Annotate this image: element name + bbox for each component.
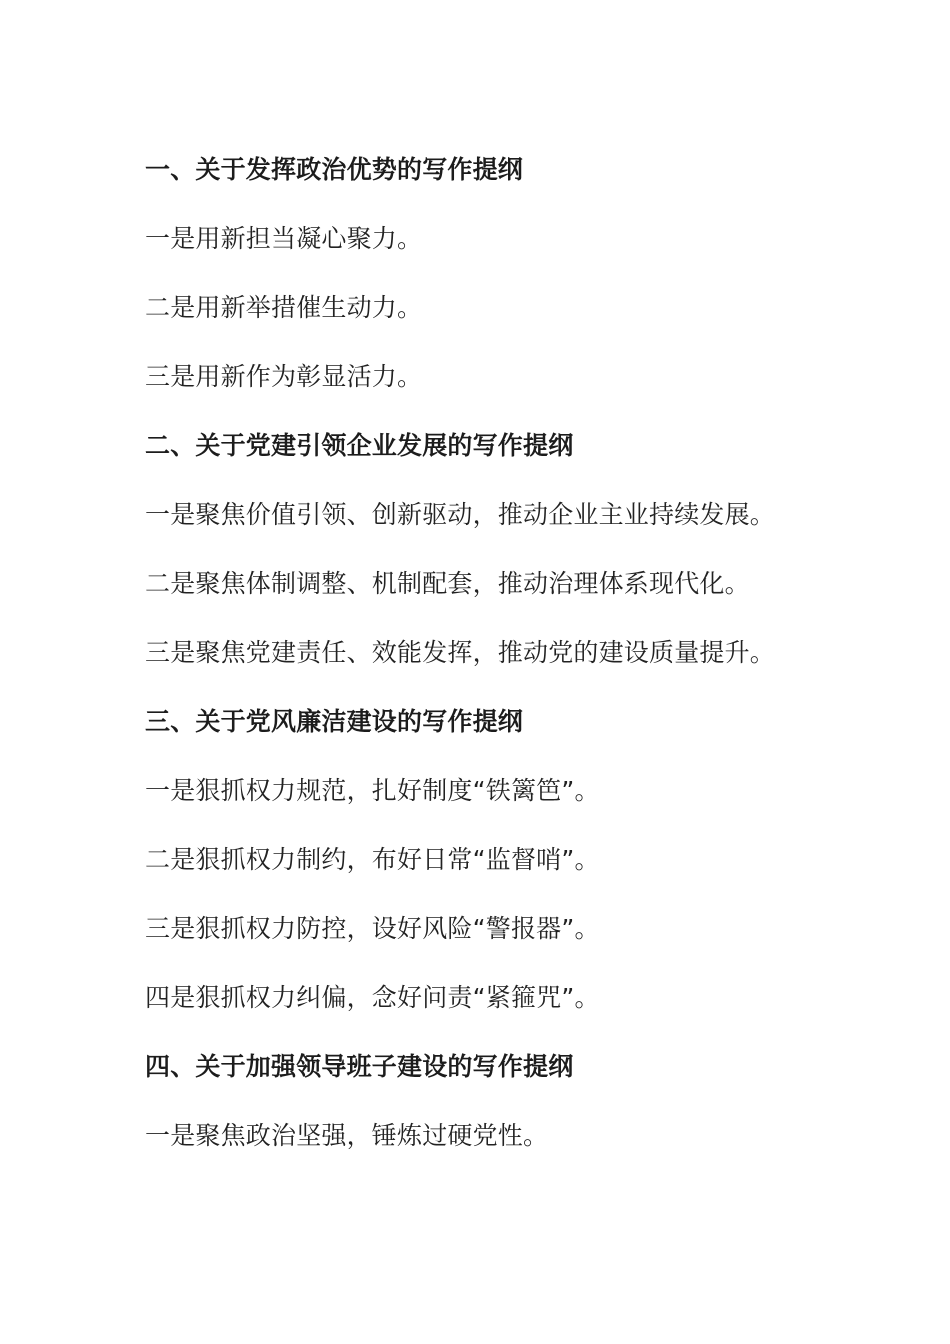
section-heading: 四、关于加强领导班子建设的写作提纲: [145, 1052, 574, 1081]
section-heading: 一、关于发挥政治优势的写作提纲: [145, 155, 524, 184]
list-item: 一是聚焦价值引领、创新驱动，推动企业主业持续发展。: [145, 500, 776, 529]
section-heading: 三、关于党风廉洁建设的写作提纲: [145, 707, 524, 736]
list-item: 一是聚焦政治坚强，锤炼过硬党性。: [145, 1121, 549, 1150]
list-item: 二是狠抓权力制约，布好日常“监督哨”。: [145, 845, 600, 874]
section-heading: 二、关于党建引领企业发展的写作提纲: [145, 431, 574, 460]
list-item: 三是聚焦党建责任、效能发挥，推动党的建设质量提升。: [145, 638, 776, 667]
list-item: 三是用新作为彰显活力。: [145, 362, 423, 391]
list-item: 四是狠抓权力纠偏，念好问责“紧箍咒”。: [145, 983, 600, 1012]
list-item: 二是用新举措催生动力。: [145, 293, 423, 322]
list-item: 一是狠抓权力规范，扎好制度“铁篱笆”。: [145, 776, 600, 805]
list-item: 三是狠抓权力防控，设好风险“警报器”。: [145, 914, 600, 943]
document-body: [145, 152, 905, 1187]
list-item: 二是聚焦体制调整、机制配套，推动治理体系现代化。: [145, 569, 750, 598]
list-item: 一是用新担当凝心聚力。: [145, 224, 423, 253]
